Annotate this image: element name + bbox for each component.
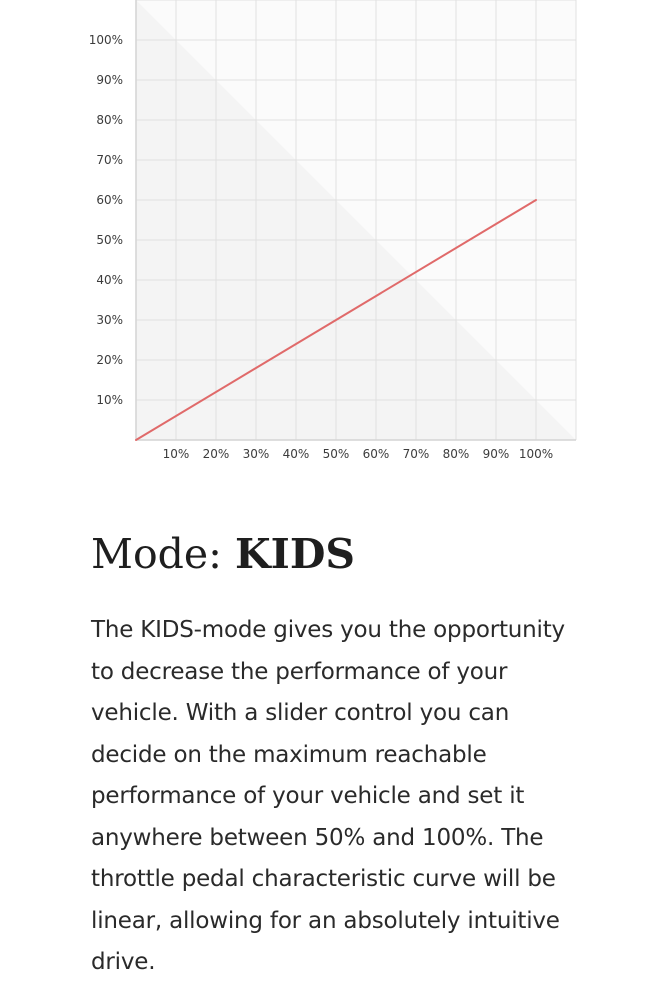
mode-heading xyxy=(91,530,355,579)
x-tick-label: 10% xyxy=(162,447,190,461)
x-tick-label: 20% xyxy=(202,447,230,461)
y-tick-label: 100% xyxy=(88,33,123,47)
throttle-curve-chart xyxy=(0,0,667,490)
plot-background xyxy=(136,0,576,440)
y-tick-label: 70% xyxy=(96,153,123,167)
x-tick-label: 90% xyxy=(482,447,510,461)
heading-prefix: Mode: xyxy=(91,530,236,578)
y-tick-label: 80% xyxy=(96,113,123,127)
y-tick-label: 20% xyxy=(96,353,123,367)
y-tick-label: 90% xyxy=(96,73,123,87)
x-tick-label: 40% xyxy=(282,447,310,461)
x-tick-label: 70% xyxy=(402,447,430,461)
heading-mode-name: KIDS xyxy=(235,530,356,578)
y-tick-label: 50% xyxy=(96,233,123,247)
x-tick-label: 60% xyxy=(362,447,390,461)
x-tick-label: 30% xyxy=(242,447,270,461)
x-tick-labels xyxy=(163,447,553,461)
x-tick-label: 50% xyxy=(322,447,350,461)
x-tick-label: 80% xyxy=(442,447,470,461)
x-tick-label: 100% xyxy=(518,447,554,461)
chart-svg xyxy=(0,0,667,490)
y-tick-label: 60% xyxy=(96,193,123,207)
mode-description: The KIDS-mode gives you the opportunity to decrease the performance of your vehicle. With a slider control you can decide on the maximum reachable performance of your vehicle and set it anywhere between 50% and 100%. The throttle pedal characteristic curve will be linear, allowing for an absolutely intuitive drive. xyxy=(91,617,565,975)
y-tick-label: 10% xyxy=(96,393,123,407)
y-tick-label: 30% xyxy=(96,313,123,327)
y-tick-label: 40% xyxy=(96,273,123,287)
y-tick-labels xyxy=(89,33,123,407)
